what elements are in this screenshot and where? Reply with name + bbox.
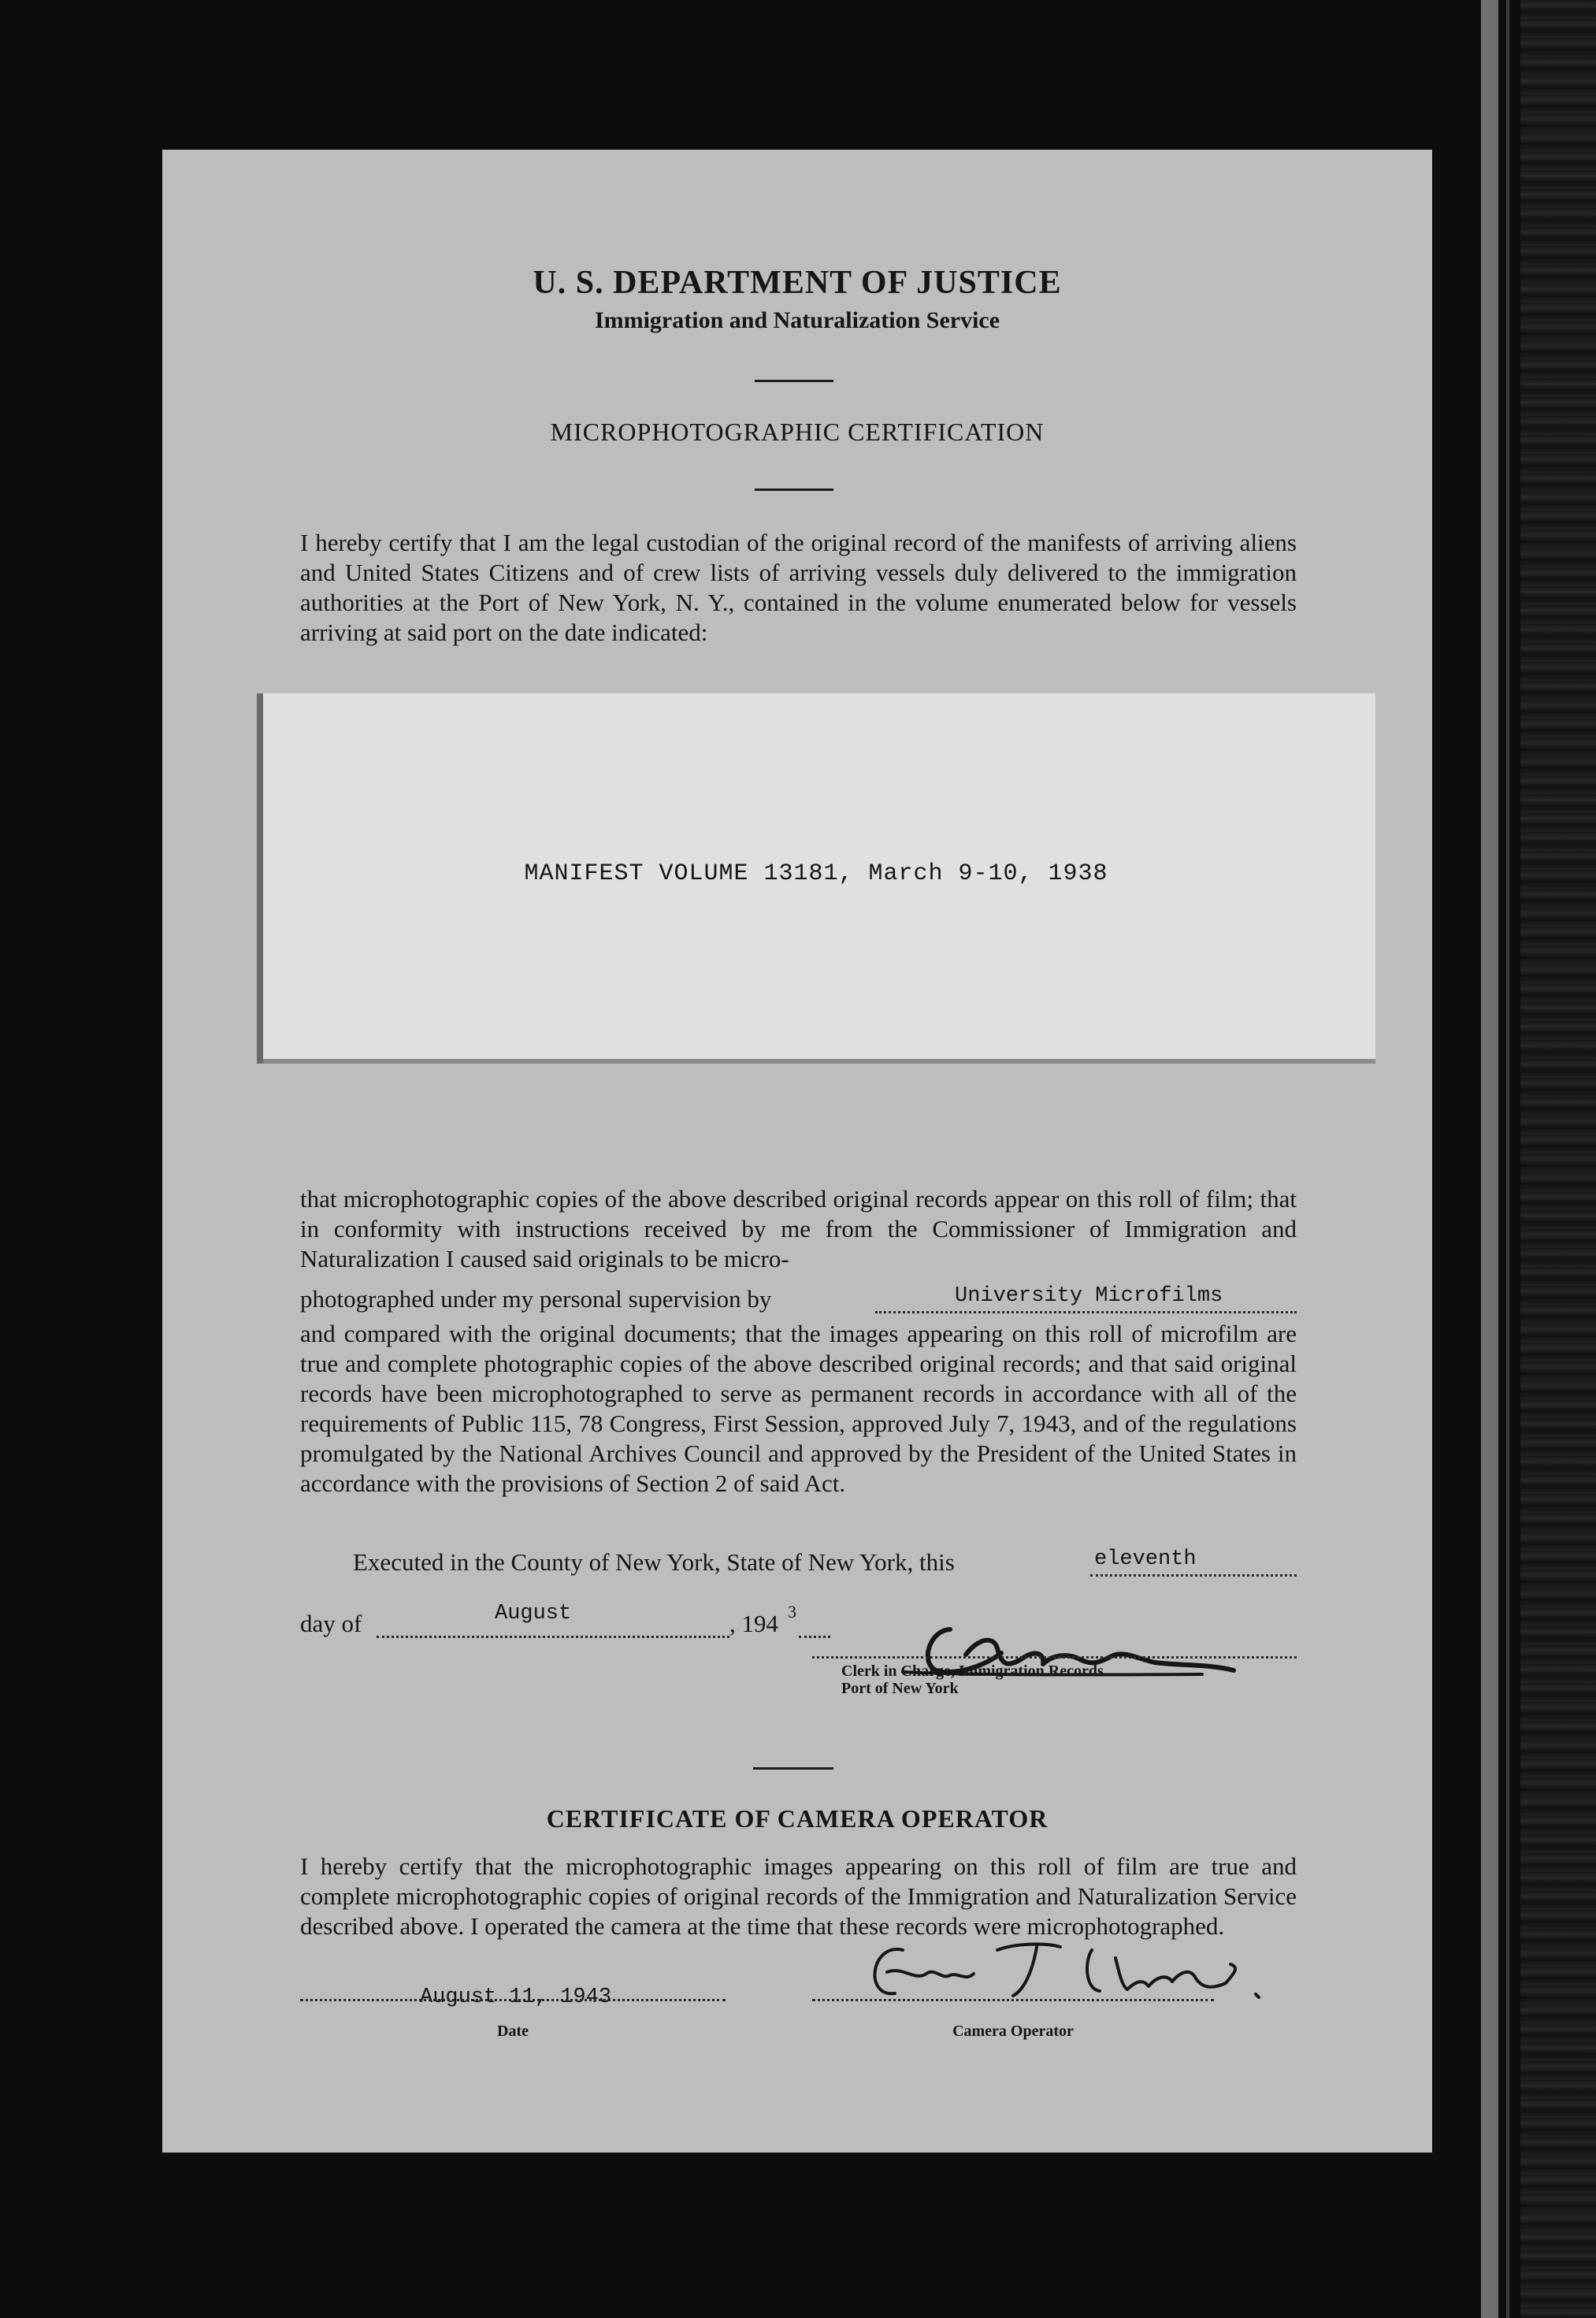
year-prefix: , 194 (729, 1610, 778, 1637)
camera-operator-label: Camera Operator (952, 2023, 1074, 2040)
certification-title: MICROPHOTOGRAPHIC CERTIFICATION (550, 418, 1045, 446)
month-value: August (495, 1602, 572, 1625)
supervision-label: photographed under my personal supervision by (300, 1285, 772, 1313)
supervision-by: University Microfilms (955, 1284, 1223, 1308)
certification-intro: I hereby certify that I am the legal custodian of the original record of the manifests of arriving aliens and United States Citizens and of crew lists of arriving vessels duly delivered to the immigration authorities at the Port of New York, N. Y., contained in the volume enumerated below for vessels arriving at said port on the date indicated: (300, 529, 1297, 646)
divider (755, 380, 833, 382)
camera-certificate-body: I hereby certify that the microphotographic images appearing on this roll of film are true and complete microphotographic copies of original records of the Immigration and Naturalization Service described above. I operated the camera at the time that these records were microphotographed. (300, 1852, 1297, 1940)
executed-day: eleventh (1094, 1547, 1197, 1571)
film-edge (1481, 0, 1498, 2318)
camera-operator-signature (856, 1926, 1312, 2017)
divider (755, 488, 833, 491)
year-digit: 3 (788, 1602, 796, 1621)
certification-body-part1: that microphotographic copies of the above described original records appear on this roll of film; that in conformity with instructions received by me from the Commissioner of Immigration and Naturalization I caused said originals to be micro- (300, 1185, 1297, 1272)
day-of-label: day of (300, 1610, 362, 1637)
manifest-label-card (257, 693, 1375, 1064)
clerk-signature-line (812, 1655, 1297, 1659)
certificate-sheet (162, 150, 1432, 2153)
film-border (1520, 0, 1596, 2318)
camera-operator-line (812, 1997, 1214, 2001)
service-subtitle: Immigration and Naturalization Service (594, 307, 1000, 333)
camera-certificate-title: CERTIFICATE OF CAMERA OPERATOR (546, 1804, 1049, 1833)
department-title: U. S. DEPARTMENT OF JUSTICE (533, 265, 1062, 301)
date-value: August 11, 1943 (420, 1986, 612, 2009)
divider (753, 1767, 833, 1770)
signer-title-line2: Port of New York (841, 1680, 959, 1697)
signer-title-line1: Clerk in Charge, Immigration Records (841, 1662, 1104, 1680)
film-edge-line (1506, 0, 1509, 2318)
manifest-volume: MANIFEST VOLUME 13181, March 9-10, 1938 (524, 860, 1108, 887)
date-label: Date (497, 2023, 529, 2040)
executed-label: Executed in the County of New York, State of New York, this (353, 1548, 955, 1576)
date-line (300, 1997, 726, 2001)
certification-body-part2: and compared with the original documents; that the images appearing on this roll of microfilm are true and complete photographic copies of the above described original records; and that said original records have been microphotographed to serve as permanent records in accordance with all of the requirements of Public 115, 78 Congress, First Session, approved July 7, 1943, and of the regulations promulgated by the National Archives Council and approved by the President of the United States in accordance with the provisions of Section 2 of said Act. (300, 1320, 1297, 1497)
